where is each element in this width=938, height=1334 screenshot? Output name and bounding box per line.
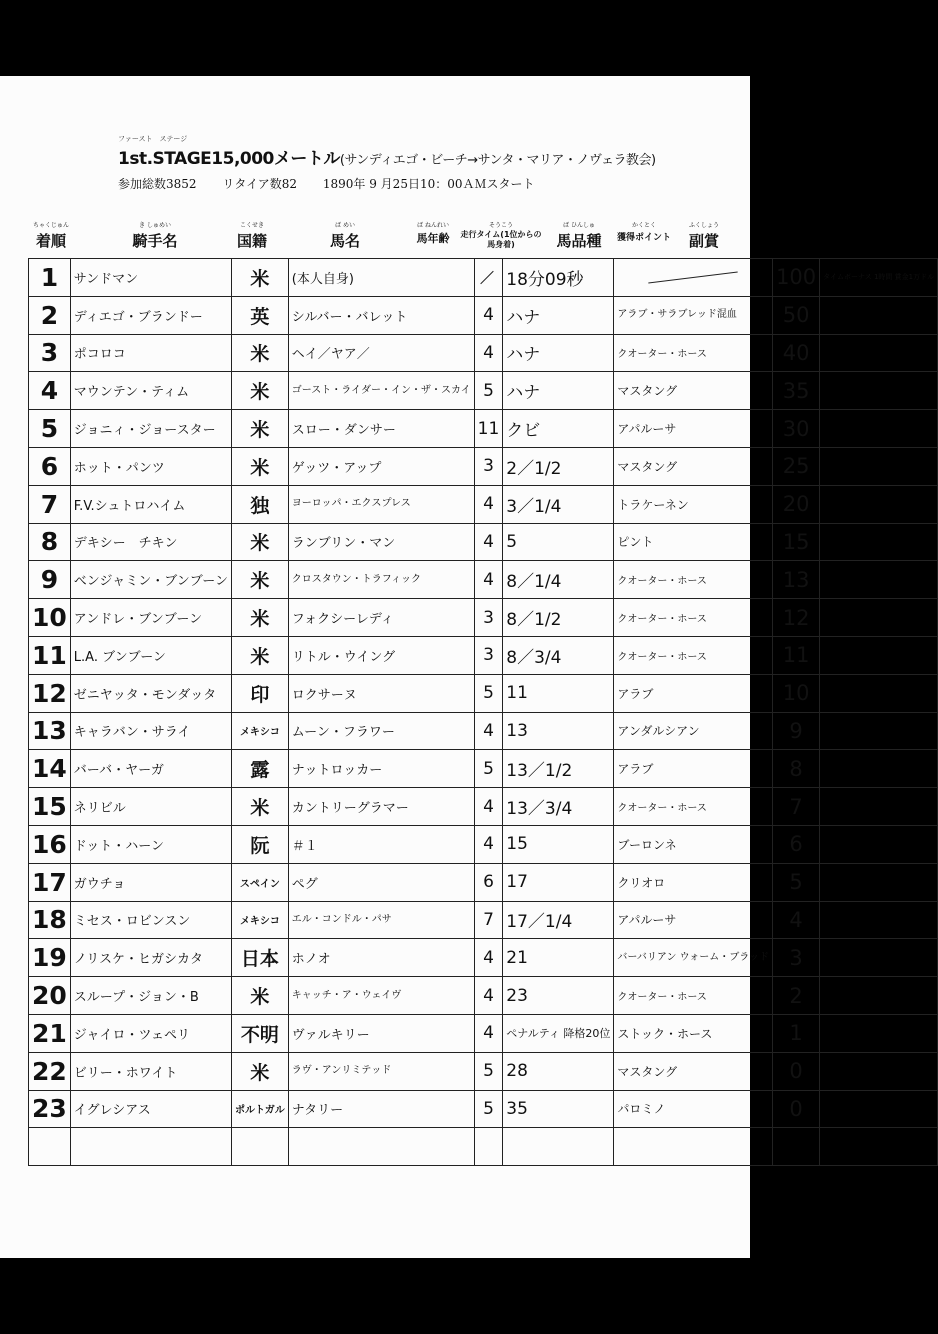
time-cell: 2／1/2 — [503, 447, 614, 485]
table-row — [29, 599, 938, 637]
prize-cell — [820, 599, 938, 637]
time-cell: 15 — [503, 825, 614, 863]
horse-cell: ペグ — [288, 863, 474, 901]
breed-cell: アンダルシアン — [614, 712, 773, 750]
rank-cell: 1 — [29, 259, 71, 297]
empty-slash — [648, 271, 737, 283]
table-row — [29, 485, 938, 523]
results-page — [0, 76, 935, 1258]
nationality-cell: 阮 — [232, 825, 289, 863]
time-cell: ペナルティ 降格20位 — [503, 1014, 614, 1052]
horse-cell: ナタリー — [288, 1090, 474, 1128]
jockey-cell: キャラバン・サライ — [70, 712, 231, 750]
column-header-horse: ば めい 馬名 — [329, 222, 360, 250]
jockey-cell: ゼニヤッタ・モンダッタ — [70, 674, 231, 712]
breed-cell: パロミノ — [614, 1090, 773, 1128]
prize-cell — [820, 1014, 938, 1052]
nationality-cell: 米 — [232, 599, 289, 637]
nationality-cell: メキシコ — [232, 712, 289, 750]
points-cell: 20 — [773, 485, 820, 523]
age-cell: 5 — [474, 674, 503, 712]
nationality-cell: 米 — [232, 410, 289, 448]
jockey-cell: ベンジャミン・ブンブーン — [70, 561, 231, 599]
nationality-cell: 米 — [232, 977, 289, 1015]
jockey-cell: ドット・ハーン — [70, 825, 231, 863]
time-cell: 13／1/2 — [503, 750, 614, 788]
participants-count: 参加総数3852 — [118, 177, 197, 191]
prize-cell — [820, 1128, 938, 1166]
age-cell: 7 — [474, 901, 503, 939]
horse-cell: (本人自身) — [288, 259, 474, 297]
points-cell: 40 — [773, 334, 820, 372]
table-row — [29, 674, 938, 712]
rank-cell: 20 — [29, 977, 71, 1015]
age-cell: 4 — [474, 712, 503, 750]
age-cell: 5 — [474, 372, 503, 410]
nationality-cell: 日本 — [232, 939, 289, 977]
breed-cell: クオーター・ホース — [614, 561, 773, 599]
horse-cell: フォクシーレディ — [288, 599, 474, 637]
horse-cell: ヘイ／ヤア／ — [288, 334, 474, 372]
rank-cell: 21 — [29, 1014, 71, 1052]
prize-cell — [820, 788, 938, 826]
breed-cell: アラブ・サラブレッド混血 — [614, 296, 773, 334]
points-cell: 100 — [773, 259, 820, 297]
points-cell: 12 — [773, 599, 820, 637]
rank-cell: 13 — [29, 712, 71, 750]
prize-cell — [820, 636, 938, 674]
title-ruby: ファースト ステージ — [118, 135, 188, 143]
time-cell: ハナ — [503, 372, 614, 410]
jockey-cell: ノリスケ・ヒガシカタ — [70, 939, 231, 977]
age-cell — [474, 259, 503, 297]
age-cell: 3 — [474, 447, 503, 485]
rank-cell: 3 — [29, 334, 71, 372]
table-row — [29, 977, 938, 1015]
points-cell: 10 — [773, 674, 820, 712]
age-cell: 4 — [474, 825, 503, 863]
nationality-cell: 米 — [232, 334, 289, 372]
table-row — [29, 825, 938, 863]
time-cell: 8／1/2 — [503, 599, 614, 637]
breed-cell: トラケーネン — [614, 485, 773, 523]
prize-cell — [820, 939, 938, 977]
time-cell: 28 — [503, 1052, 614, 1090]
age-cell — [474, 1128, 503, 1166]
nationality-cell: 米 — [232, 447, 289, 485]
rank-cell: 17 — [29, 863, 71, 901]
nationality-cell: 米 — [232, 372, 289, 410]
table-row — [29, 259, 938, 297]
rank-cell: 16 — [29, 825, 71, 863]
age-cell: 4 — [474, 977, 503, 1015]
stage-label: 1st.STAGE — [118, 149, 212, 169]
table-row — [29, 372, 938, 410]
horse-cell: スロー・ダンサー — [288, 410, 474, 448]
age-cell: 5 — [474, 1052, 503, 1090]
time-cell: 13／3/4 — [503, 788, 614, 826]
start-time: 1890年 9 月25日10：00ＡＭスタート — [322, 177, 535, 191]
table-row — [29, 561, 938, 599]
nationality-cell: スペイン — [232, 863, 289, 901]
column-header-points: かくとく 獲得ポイント — [616, 222, 671, 243]
points-cell: 3 — [773, 939, 820, 977]
rank-cell: 12 — [29, 674, 71, 712]
table-row — [29, 901, 938, 939]
breed-cell: ブーロンネ — [614, 825, 773, 863]
horse-cell: ホノオ — [288, 939, 474, 977]
rank-cell: 7 — [29, 485, 71, 523]
prize-cell — [820, 296, 938, 334]
jockey-cell: スループ・ジョン・B — [70, 977, 231, 1015]
time-cell: ハナ — [503, 334, 614, 372]
jockey-cell: ビリー・ホワイト — [70, 1052, 231, 1090]
nationality-cell — [232, 1128, 289, 1166]
breed-cell: クリオロ — [614, 863, 773, 901]
rank-cell: 11 — [29, 636, 71, 674]
breed-cell: アパルーサ — [614, 410, 773, 448]
table-row — [29, 1090, 938, 1128]
jockey-cell: ポコロコ — [70, 334, 231, 372]
points-cell: 0 — [773, 1090, 820, 1128]
jockey-cell: デキシー チキン — [70, 523, 231, 561]
prize-cell — [820, 825, 938, 863]
nationality-cell: 独 — [232, 485, 289, 523]
points-cell — [773, 1128, 820, 1166]
age-cell: 3 — [474, 599, 503, 637]
rank-cell: 18 — [29, 901, 71, 939]
points-cell: 35 — [773, 372, 820, 410]
age-cell: 4 — [474, 523, 503, 561]
points-cell: 13 — [773, 561, 820, 599]
age-cell: 5 — [474, 750, 503, 788]
time-cell: 35 — [503, 1090, 614, 1128]
jockey-cell: ディエゴ・ブランドー — [70, 296, 231, 334]
prize-cell — [820, 1090, 938, 1128]
age-cell: 4 — [474, 485, 503, 523]
time-cell: クビ — [503, 410, 614, 448]
nationality-cell: 米 — [232, 788, 289, 826]
horse-cell: ゲッツ・アップ — [288, 447, 474, 485]
breed-cell: アラブ — [614, 750, 773, 788]
nationality-cell: 米 — [232, 636, 289, 674]
age-cell: 11 — [474, 410, 503, 448]
prize-cell — [820, 561, 938, 599]
page-title — [118, 144, 738, 169]
breed-cell — [614, 1128, 773, 1166]
nationality-cell: ポルトガル — [232, 1090, 289, 1128]
table-row — [29, 1052, 938, 1090]
time-cell: 11 — [503, 674, 614, 712]
points-cell: 9 — [773, 712, 820, 750]
prize-cell — [820, 485, 938, 523]
breed-cell: クオーター・ホース — [614, 599, 773, 637]
table-row — [29, 863, 938, 901]
jockey-cell: マウンテン・ティム — [70, 372, 231, 410]
age-cell: 4 — [474, 334, 503, 372]
age-cell: 4 — [474, 788, 503, 826]
route-label: (サンディエゴ・ビーチ→サンタ・マリア・ノヴェラ教会) — [339, 153, 656, 168]
rank-cell: 5 — [29, 410, 71, 448]
breed-cell: アラブ — [614, 674, 773, 712]
points-cell: 6 — [773, 825, 820, 863]
horse-cell: ゴースト・ライダー・イン・ザ・スカイ — [288, 372, 474, 410]
breed-cell: マスタング — [614, 447, 773, 485]
breed-cell: クオーター・ホース — [614, 334, 773, 372]
breed-cell — [614, 259, 773, 297]
points-cell: 4 — [773, 901, 820, 939]
breed-cell: バーバリアン ウォーム・ブラッド — [614, 939, 773, 977]
column-header-rank: ちゃくじゅん 着順 — [32, 222, 69, 250]
rank-cell: 23 — [29, 1090, 71, 1128]
nationality-cell: 露 — [232, 750, 289, 788]
prize-cell — [820, 712, 938, 750]
table-row — [29, 296, 938, 334]
jockey-cell — [70, 1128, 231, 1166]
prize-cell — [820, 410, 938, 448]
horse-cell: ヨーロッパ・エクスプレス — [288, 485, 474, 523]
points-cell: 30 — [773, 410, 820, 448]
horse-cell: キャッチ・ア・ウェイヴ — [288, 977, 474, 1015]
rank-cell: 2 — [29, 296, 71, 334]
table-row — [29, 1128, 938, 1166]
prize-cell — [820, 447, 938, 485]
prize-cell — [820, 863, 938, 901]
distance-label: 15,000メートル — [211, 149, 340, 169]
time-cell: 3／1/4 — [503, 485, 614, 523]
horse-cell: エル・コンドル・パサ — [288, 901, 474, 939]
prize-cell — [820, 674, 938, 712]
rank-cell: 15 — [29, 788, 71, 826]
jockey-cell: イグレシアス — [70, 1090, 231, 1128]
nationality-cell: 印 — [232, 674, 289, 712]
age-cell: 3 — [474, 636, 503, 674]
table-row — [29, 410, 938, 448]
jockey-cell: L.A. ブンブーン — [70, 636, 231, 674]
subtitle — [118, 175, 738, 192]
jockey-cell: ガウチョ — [70, 863, 231, 901]
age-cell: 5 — [474, 1090, 503, 1128]
points-cell: 0 — [773, 1052, 820, 1090]
rank-cell: 10 — [29, 599, 71, 637]
points-cell: 50 — [773, 296, 820, 334]
age-cell: 6 — [474, 863, 503, 901]
nationality-cell: 米 — [232, 561, 289, 599]
age-cell: 4 — [474, 939, 503, 977]
title-block — [118, 134, 738, 192]
horse-cell: ランブリン・マン — [288, 523, 474, 561]
points-cell: 2 — [773, 977, 820, 1015]
points-cell: 8 — [773, 750, 820, 788]
breed-cell: ストック・ホース — [614, 1014, 773, 1052]
column-header-breed: ば ひんしゅ 馬品種 — [556, 222, 602, 250]
nationality-cell: 英 — [232, 296, 289, 334]
table-row — [29, 788, 938, 826]
empty-slash — [480, 271, 493, 284]
rank-cell: 22 — [29, 1052, 71, 1090]
points-cell: 15 — [773, 523, 820, 561]
horse-cell: クロスタウン・トラフィック — [288, 561, 474, 599]
column-header-jockey: き しゅめい 騎手名 — [132, 222, 178, 250]
rank-cell: 19 — [29, 939, 71, 977]
points-cell: 5 — [773, 863, 820, 901]
nationality-cell: 米 — [232, 259, 289, 297]
horse-cell: ムーン・フラワー — [288, 712, 474, 750]
time-cell: 8／3/4 — [503, 636, 614, 674]
points-cell: 7 — [773, 788, 820, 826]
prize-cell — [820, 523, 938, 561]
rank-cell: 6 — [29, 447, 71, 485]
table-row — [29, 523, 938, 561]
horse-cell: ナットロッカー — [288, 750, 474, 788]
prize-cell — [820, 750, 938, 788]
time-cell: ハナ — [503, 296, 614, 334]
breed-cell: マスタング — [614, 372, 773, 410]
rank-cell: 14 — [29, 750, 71, 788]
time-cell — [503, 1128, 614, 1166]
age-cell: 4 — [474, 296, 503, 334]
table-row — [29, 712, 938, 750]
time-cell: 18分09秒 — [503, 259, 614, 297]
breed-cell: ピント — [614, 523, 773, 561]
horse-cell — [288, 1128, 474, 1166]
prize-cell — [820, 1052, 938, 1090]
prize-cell — [820, 372, 938, 410]
results-table — [28, 258, 938, 1166]
time-cell: 17 — [503, 863, 614, 901]
prize-cell — [820, 901, 938, 939]
column-header-age: ば ねんれい 馬年齢 — [416, 222, 450, 245]
breed-cell: アパルーサ — [614, 901, 773, 939]
jockey-cell: ミセス・ロビンスン — [70, 901, 231, 939]
time-cell: 17／1/4 — [503, 901, 614, 939]
points-cell: 11 — [773, 636, 820, 674]
horse-cell: カントリーグラマー — [288, 788, 474, 826]
jockey-cell: アンドレ・ブンブーン — [70, 599, 231, 637]
jockey-cell: F.V.シュトロハイム — [70, 485, 231, 523]
table-row — [29, 447, 938, 485]
time-cell: 23 — [503, 977, 614, 1015]
horse-cell: ロクサーヌ — [288, 674, 474, 712]
prize-cell — [820, 977, 938, 1015]
breed-cell: クオーター・ホース — [614, 788, 773, 826]
age-cell: 4 — [474, 561, 503, 599]
nationality-cell: 米 — [232, 523, 289, 561]
table-row — [29, 1014, 938, 1052]
retired-count: リタイア数82 — [222, 177, 298, 191]
time-cell: 5 — [503, 523, 614, 561]
horse-cell: ヴァルキリー — [288, 1014, 474, 1052]
jockey-cell: ジョニィ・ジョースター — [70, 410, 231, 448]
points-cell: 25 — [773, 447, 820, 485]
points-cell: 1 — [773, 1014, 820, 1052]
table-row — [29, 939, 938, 977]
horse-cell: ラヴ・アンリミテッド — [288, 1052, 474, 1090]
rank-cell: 9 — [29, 561, 71, 599]
jockey-cell: ジャイロ・ツェペリ — [70, 1014, 231, 1052]
horse-cell: リトル・ウイング — [288, 636, 474, 674]
jockey-cell: サンドマン — [70, 259, 231, 297]
table-row — [29, 750, 938, 788]
prize-cell: タイムボーナス 1時間 賞金1万ドル — [820, 259, 938, 297]
rank-cell: 8 — [29, 523, 71, 561]
time-cell: 13 — [503, 712, 614, 750]
jockey-cell: ネリビル — [70, 788, 231, 826]
jockey-cell: ホット・パンツ — [70, 447, 231, 485]
breed-cell: クオーター・ホース — [614, 636, 773, 674]
jockey-cell: バーバ・ヤーガ — [70, 750, 231, 788]
rank-cell: 4 — [29, 372, 71, 410]
column-header-nationality: こくせき 国籍 — [236, 222, 267, 250]
column-header-time: そうこう 走行タイム(1位からの馬身着) — [460, 222, 542, 249]
nationality-cell: 米 — [232, 1052, 289, 1090]
rank-cell — [29, 1128, 71, 1166]
age-cell: 4 — [474, 1014, 503, 1052]
time-cell: 21 — [503, 939, 614, 977]
breed-cell: マスタング — [614, 1052, 773, 1090]
breed-cell: クオーター・ホース — [614, 977, 773, 1015]
time-cell: 8／1/4 — [503, 561, 614, 599]
horse-cell: ＃１ — [288, 825, 474, 863]
nationality-cell: 不明 — [232, 1014, 289, 1052]
column-header-prize: ふくしょう 副賞 — [688, 222, 719, 250]
nationality-cell: メキシコ — [232, 901, 289, 939]
horse-cell: シルバー・バレット — [288, 296, 474, 334]
prize-cell — [820, 334, 938, 372]
table-row — [29, 334, 938, 372]
table-row — [29, 636, 938, 674]
